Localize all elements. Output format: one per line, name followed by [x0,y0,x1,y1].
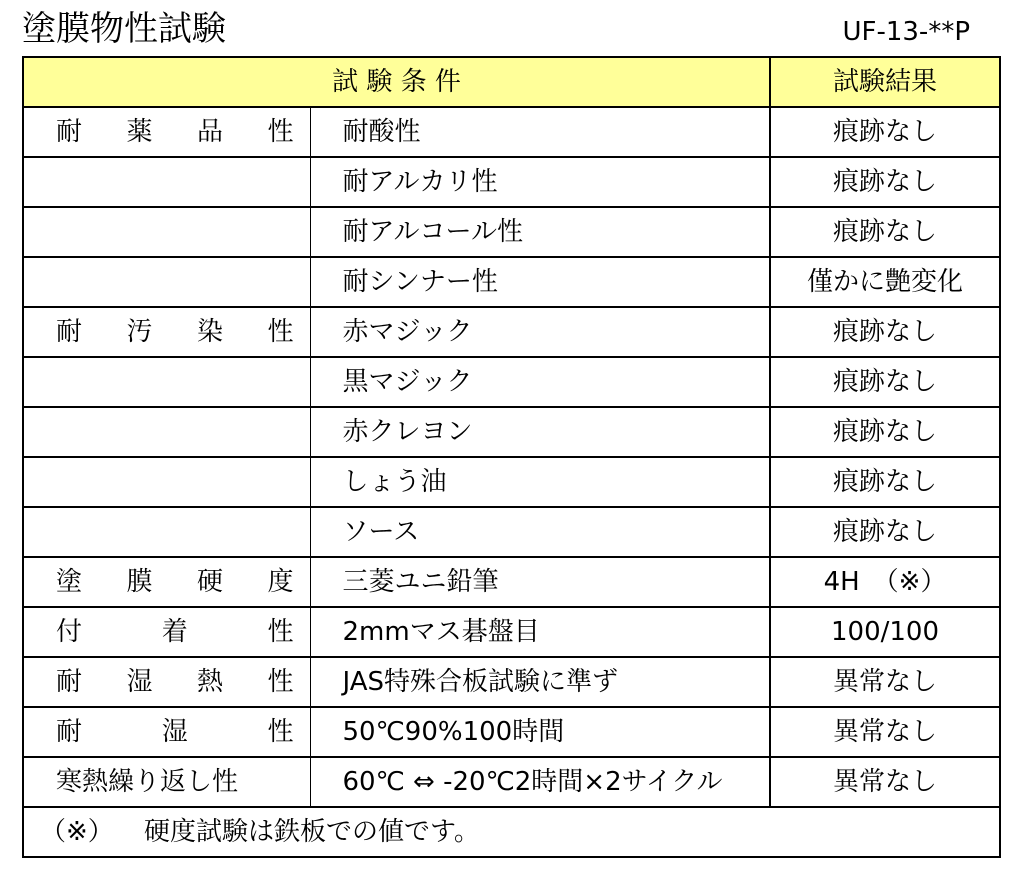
table-row [23,307,1000,357]
result-cell: 100/100 [770,607,1000,657]
category-char: 着 [161,617,188,647]
table-row [23,157,1000,207]
category-cell [23,607,310,657]
category-char: 性 [267,717,294,747]
category-char: 性 [267,667,294,697]
category-char: 付 [56,617,83,647]
category-char: 耐 [56,717,83,747]
category-char: 薬 [126,117,153,147]
category-char: 耐 [56,317,83,347]
condition-cell: 赤クレヨン [310,407,770,457]
category-char: 性 [267,317,294,347]
category-cell [23,757,310,807]
category-cell [23,357,310,407]
category-char: 性 [267,617,294,647]
condition-cell: 耐酸性 [310,107,770,157]
result-cell: 痕跡なし [770,507,1000,557]
header-test-results: 試験結果 [770,57,1000,107]
page-title: 塗膜物性試験 [22,9,226,49]
result-cell: 痕跡なし [770,307,1000,357]
category-char: 寒熱繰り返し性 [56,767,239,797]
category-cell [23,407,310,457]
result-cell: 4H （※） [770,557,1000,607]
table-row [23,357,1000,407]
condition-cell: 赤マジック [310,307,770,357]
result-cell: 僅かに艶変化 [770,257,1000,307]
result-cell: 痕跡なし [770,357,1000,407]
result-cell: 痕跡なし [770,207,1000,257]
condition-cell: 黒マジック [310,357,770,407]
table-row [23,757,1000,807]
category-char: 耐 [56,667,83,697]
condition-cell: 耐アルカリ性 [310,157,770,207]
category-cell [23,307,310,357]
note-text: 硬度試験は鉄板での値です。 [144,817,480,847]
condition-cell: 2mmマス碁盤目 [310,607,770,657]
category-cell [23,157,310,207]
condition-cell: 耐アルコール性 [310,207,770,257]
category-cell [23,507,310,557]
condition-cell: ソース [310,507,770,557]
result-cell: 異常なし [770,707,1000,757]
result-cell: 異常なし [770,657,1000,707]
category-char: 汚 [126,317,153,347]
table-row [23,107,1000,157]
table-row [23,457,1000,507]
table-row [23,507,1000,557]
condition-cell: 50℃90%100時間 [310,707,770,757]
result-cell: 痕跡なし [770,157,1000,207]
category-char: 性 [267,117,294,147]
category-char: 湿 [126,667,153,697]
condition-cell: 60℃ ⇔ -20℃2時間×2サイクル [310,757,770,807]
category-cell [23,257,310,307]
note-row [23,807,1000,857]
category-cell [23,207,310,257]
note-mark: （※） [40,817,114,847]
category-char: 膜 [126,567,153,597]
table-row [23,257,1000,307]
result-cell: 痕跡なし [770,107,1000,157]
table-body [23,107,1000,807]
note-cell [23,807,1000,857]
category-cell [23,557,310,607]
category-char: 熱 [196,667,223,697]
category-cell [23,657,310,707]
table-row [23,607,1000,657]
category-char: 硬 [196,567,223,597]
result-cell: 痕跡なし [770,457,1000,507]
category-char: 度 [267,567,294,597]
table-row [23,207,1000,257]
category-cell [23,457,310,507]
product-code: UF-13-**P [842,17,970,47]
result-cell: 異常なし [770,757,1000,807]
table-row [23,407,1000,457]
header-test-conditions: 試 験 条 件 [23,57,770,107]
condition-cell: 耐シンナー性 [310,257,770,307]
table-row [23,657,1000,707]
table-header-row [23,57,1000,107]
condition-cell: 三菱ユニ鉛筆 [310,557,770,607]
condition-cell: しょう油 [310,457,770,507]
condition-cell: JAS特殊合板試験に準ず [310,657,770,707]
test-results-table [22,56,1001,858]
category-char: 染 [196,317,223,347]
table-row [23,707,1000,757]
category-char: 耐 [56,117,83,147]
result-cell: 痕跡なし [770,407,1000,457]
table-row [23,557,1000,607]
category-char: 品 [196,117,223,147]
category-cell [23,107,310,157]
category-char: 湿 [161,717,188,747]
category-char: 塗 [56,567,83,597]
category-cell [23,707,310,757]
